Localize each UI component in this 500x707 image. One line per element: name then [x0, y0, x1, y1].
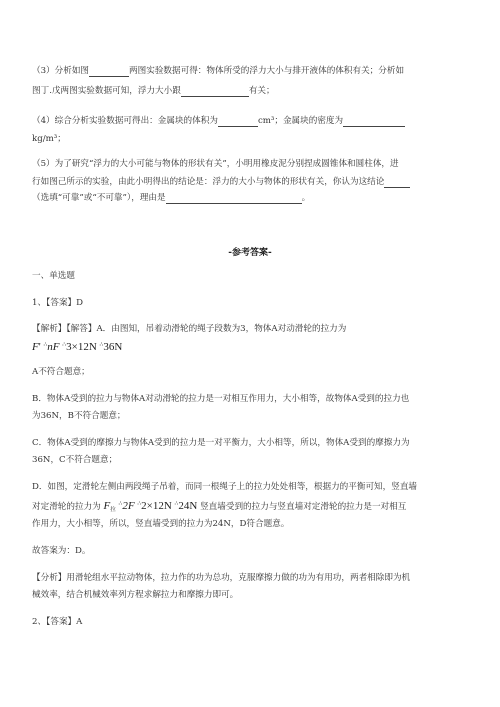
q4-text-a: （4）综合分析实验数据可得出：金属块的体积为: [32, 116, 218, 126]
q3-line1: [32, 66, 472, 77]
q5-text-b: 行如图己所示的实验，由此小明得出的结论是：浮力的大小与物体的形状有关，你认为这结论: [32, 177, 385, 187]
q5-blank-reliable[interactable]: [384, 177, 410, 188]
q3-blank-2[interactable]: [181, 86, 249, 97]
option-c-line1: C．物体A受到的摩擦力与物体A受到的拉力是一对平衡力，大小相等，所以，物体A受到的摩擦力为: [32, 438, 410, 448]
formula-d-sub: 拉: [110, 507, 116, 513]
formula-d-result: 24N: [178, 500, 198, 512]
option-d-line2: [32, 499, 472, 516]
answer-item-1: 1、【答案】D: [32, 298, 84, 308]
final-answer: 故答案为：D。: [32, 546, 91, 556]
option-b-line1: B．物体A受到的拉力与物体A对动滑轮的拉力是一对相互作用力，大小相等，故物体A受到的拉力也: [32, 394, 410, 404]
equals-dots-3: ∴: [99, 342, 104, 348]
q4-line2: [32, 134, 472, 145]
formula-wall-pull: [104, 500, 201, 512]
q3-text-a: （3）分析如图: [32, 66, 90, 76]
q5-blank-reason[interactable]: [166, 193, 302, 204]
option-d-line3: 作用力，大小相等，所以，竖直墙受到的拉力为24N，D符合题意。: [32, 519, 290, 529]
option-d-line1: D．如图，定滑轮左侧由两段绳子吊着，而同一根绳子上的拉力处处相等，根据力的平衡可知，竖直墙: [32, 482, 418, 492]
q5-text-d: 。: [301, 193, 311, 203]
answers-heading: -参考答案-: [228, 248, 272, 258]
q4-unit-density: kg/m³；: [32, 134, 66, 144]
q4-line1: [32, 116, 472, 127]
q5-line3: [32, 193, 472, 204]
q3-text-d: 有关；: [248, 86, 275, 96]
equals-dots-1: ∴: [43, 342, 48, 348]
formula-calc: 3×12N: [66, 341, 97, 353]
option-b-line2: 为36N，B不符合题意；: [32, 411, 126, 421]
section-single-choice: 一、单选题: [32, 271, 75, 281]
formula-d-2F: 2F: [122, 500, 135, 512]
summary-line2: 械效率，结合机械效率列方程求解拉力和摩擦力即可。: [32, 590, 239, 600]
q3-text-c: 图丁.戊两图实验数据可知，浮力大小跟: [32, 86, 181, 96]
q5-line1: [32, 159, 472, 170]
option-c-line2: 36N，C不符合题意；: [32, 455, 118, 465]
summary-line1: 【分析】用滑轮组水平拉动物体，拉力作的功为总功，克服摩擦力做的功为有用功，两者相除即为机: [32, 573, 411, 583]
q3-line2: [32, 86, 472, 97]
q3-blank-1[interactable]: [89, 66, 129, 77]
formula-d-F: F: [103, 500, 111, 512]
analysis-1-line1: 【解析】【解答】A．由图知，吊着动滑轮的绳子段数为3，物体A对动滑轮的拉力为: [32, 324, 347, 334]
option-a-conclusion: A不符合题意；: [32, 367, 90, 377]
equals-dots-5: ∴: [137, 501, 142, 507]
option-d-text-b: 竖直墙受到的拉力与竖直墙对定滑轮的拉力是一对相互: [200, 502, 407, 512]
equals-dots-4: ∴: [118, 501, 123, 507]
equals-dots-6: ∴: [174, 501, 179, 507]
formula-pull-force: [32, 341, 122, 353]
q4-blank-volume[interactable]: [218, 116, 258, 127]
option-d-text-a: 对定滑轮的拉力为: [32, 502, 101, 512]
q4-text-b: cm³；金属块的密度为: [257, 116, 344, 126]
formula-result: 36N: [103, 341, 123, 353]
q5-line2: [32, 177, 472, 188]
q5-text-a: （5）为了研究“浮力的大小可能与物体的形状有关”，小明用橡皮泥分别捏成圆锥体和圆柱体，进: [32, 159, 399, 169]
q3-text-b: 两图实验数据可得：物体所受的浮力大小与排开液体的体积有关；分析如: [129, 66, 405, 76]
formula-F: F: [32, 341, 39, 353]
equals-dots-2: ∴: [62, 342, 67, 348]
formula-prime: ': [38, 341, 41, 353]
formula-1-line: [32, 340, 472, 354]
formula-nF: nF: [47, 341, 60, 353]
formula-d-calc: 2×12N: [141, 500, 172, 512]
q5-text-c: （选填“可靠”或“不可靠”），理由是: [32, 193, 166, 203]
q4-blank-density[interactable]: [343, 116, 405, 127]
answer-item-2: 2、【答案】A: [32, 617, 83, 627]
